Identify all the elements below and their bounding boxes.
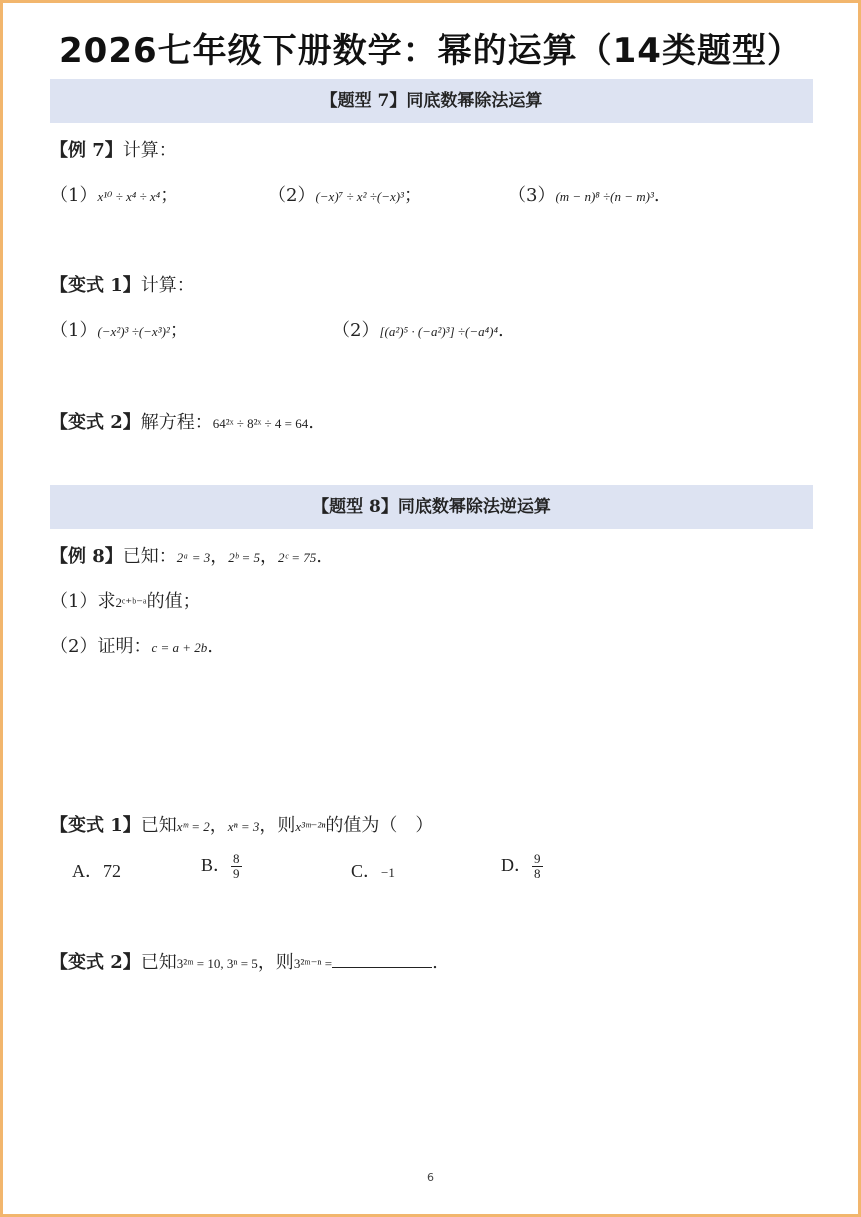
item-end: ； — [160, 185, 179, 206]
given-2: 2ᵇ = 5 — [228, 550, 261, 565]
variant-8-2-end: . — [432, 952, 438, 973]
variant-8-2-line — [50, 948, 438, 974]
example-7-item-3 — [508, 181, 660, 207]
given-separator: ， — [210, 546, 229, 567]
question-text: 已知 — [140, 815, 177, 836]
section-8-header: 【题型 8】同底数幂除法逆运算 — [50, 485, 813, 529]
separator: ， — [209, 815, 228, 836]
item-end: ； — [403, 185, 422, 206]
variant-8-1-options — [50, 851, 813, 891]
option-c[interactable] — [351, 857, 395, 883]
example-7-item-2 — [268, 181, 422, 207]
item-end: . — [497, 320, 504, 341]
question-label: （2） — [50, 636, 98, 657]
variant-7-2-tag: 【变式 2】 — [50, 412, 141, 433]
variant-8-2-tag: 【变式 2】 — [50, 952, 141, 973]
fraction — [532, 852, 543, 881]
option-label: B． — [201, 855, 232, 875]
math-expression: x¹⁰ ÷ x⁴ ÷ x⁴ — [97, 189, 161, 204]
variant-7-2-prompt: 解方程： — [140, 412, 213, 433]
numerator: 8 — [233, 851, 240, 867]
answer-blank[interactable] — [332, 953, 432, 968]
example-8-end: . — [316, 546, 322, 567]
variant-7-1-item-1 — [50, 316, 188, 342]
variant-8-1-line — [50, 811, 433, 837]
fraction — [231, 852, 242, 881]
math-expression: (−x)⁷ ÷ x² ÷(−x)³ — [315, 189, 404, 204]
variant-7-1-tag: 【变式 1】 — [50, 275, 141, 296]
variant-7-2-end: . — [308, 412, 314, 433]
math-expression: 64²ˣ ÷ 8²ˣ ÷ 4 = 64 — [212, 416, 309, 431]
option-label: C． — [351, 861, 382, 881]
math-expression: 3²ᵐ = 10, 3ⁿ = 5 — [176, 956, 258, 971]
math-expression: c = a + 2b — [151, 640, 208, 655]
math-expression: x³ᵐ⁻²ⁿ — [295, 819, 326, 834]
option-value: −1 — [381, 865, 395, 880]
section-7-header: 【题型 7】同底数幂除法运算 — [50, 79, 813, 123]
variant-7-1-item-2 — [332, 316, 504, 342]
math-expression: xⁿ = 3 — [227, 819, 260, 834]
option-d[interactable] — [501, 851, 543, 881]
example-8-prompt: 已知： — [122, 546, 177, 567]
item-end: . — [653, 185, 660, 206]
example-7-tag: 【例 7】 — [50, 140, 123, 161]
item-label: （2） — [268, 185, 316, 206]
item-label: （2） — [332, 320, 380, 341]
given-3: 2ᶜ = 75 — [278, 550, 317, 565]
question-text: 已知 — [140, 952, 177, 973]
item-label: （1） — [50, 185, 98, 206]
question-text: ，则 — [259, 815, 296, 836]
example-7-line — [50, 136, 177, 162]
question-text: 证明： — [97, 636, 152, 657]
question-text: 的值； — [146, 591, 201, 612]
math-expression: xᵐ = 2 — [176, 819, 210, 834]
option-a[interactable] — [72, 857, 121, 883]
question-text: 求 — [97, 591, 116, 612]
option-label: A． — [72, 861, 103, 881]
page-number: 6 — [427, 1171, 434, 1184]
variant-7-1-prompt: 计算： — [140, 275, 195, 296]
math-expression: (−x²)³ ÷(−x³)² — [97, 324, 170, 339]
question-label: （1） — [50, 591, 98, 612]
denominator: 8 — [534, 866, 541, 882]
math-expression: (m − n)⁸ ÷(n − m)³ — [555, 189, 654, 204]
example-8-line — [50, 542, 322, 568]
math-expression: 3²ᵐ⁻ⁿ = — [293, 956, 333, 971]
given-separator: ， — [260, 546, 279, 567]
document-title: 2026七年级下册数学：幂的运算（14类题型） — [59, 31, 802, 71]
math-expression: 2ᶜ⁺ᵇ⁻ᵃ — [115, 595, 147, 610]
question-end: . — [207, 636, 214, 657]
math-expression: [(a²)⁵ · (−a²)³] ÷(−a⁴)⁴ — [379, 324, 498, 339]
example-7-items — [50, 181, 813, 207]
question-text: ，则 — [257, 952, 294, 973]
example-8-question-1 — [50, 587, 201, 613]
variant-7-1-line — [50, 271, 195, 297]
question-text: 的值为（ ） — [325, 815, 434, 836]
example-7-item-1 — [50, 181, 178, 207]
item-label: （3） — [508, 185, 556, 206]
option-value: 72 — [103, 861, 121, 881]
example-8-question-2 — [50, 632, 213, 658]
numerator: 9 — [534, 851, 541, 867]
item-end: ； — [169, 320, 188, 341]
example-7-prompt: 计算： — [122, 140, 177, 161]
given-1: 2ᵃ = 3 — [176, 550, 211, 565]
option-label: D． — [501, 855, 532, 875]
variant-7-1-items — [50, 316, 813, 342]
example-8-tag: 【例 8】 — [50, 546, 123, 567]
variant-8-1-tag: 【变式 1】 — [50, 815, 141, 836]
variant-7-2-line — [50, 408, 314, 434]
option-b[interactable] — [201, 851, 242, 881]
denominator: 9 — [233, 866, 240, 882]
item-label: （1） — [50, 320, 98, 341]
